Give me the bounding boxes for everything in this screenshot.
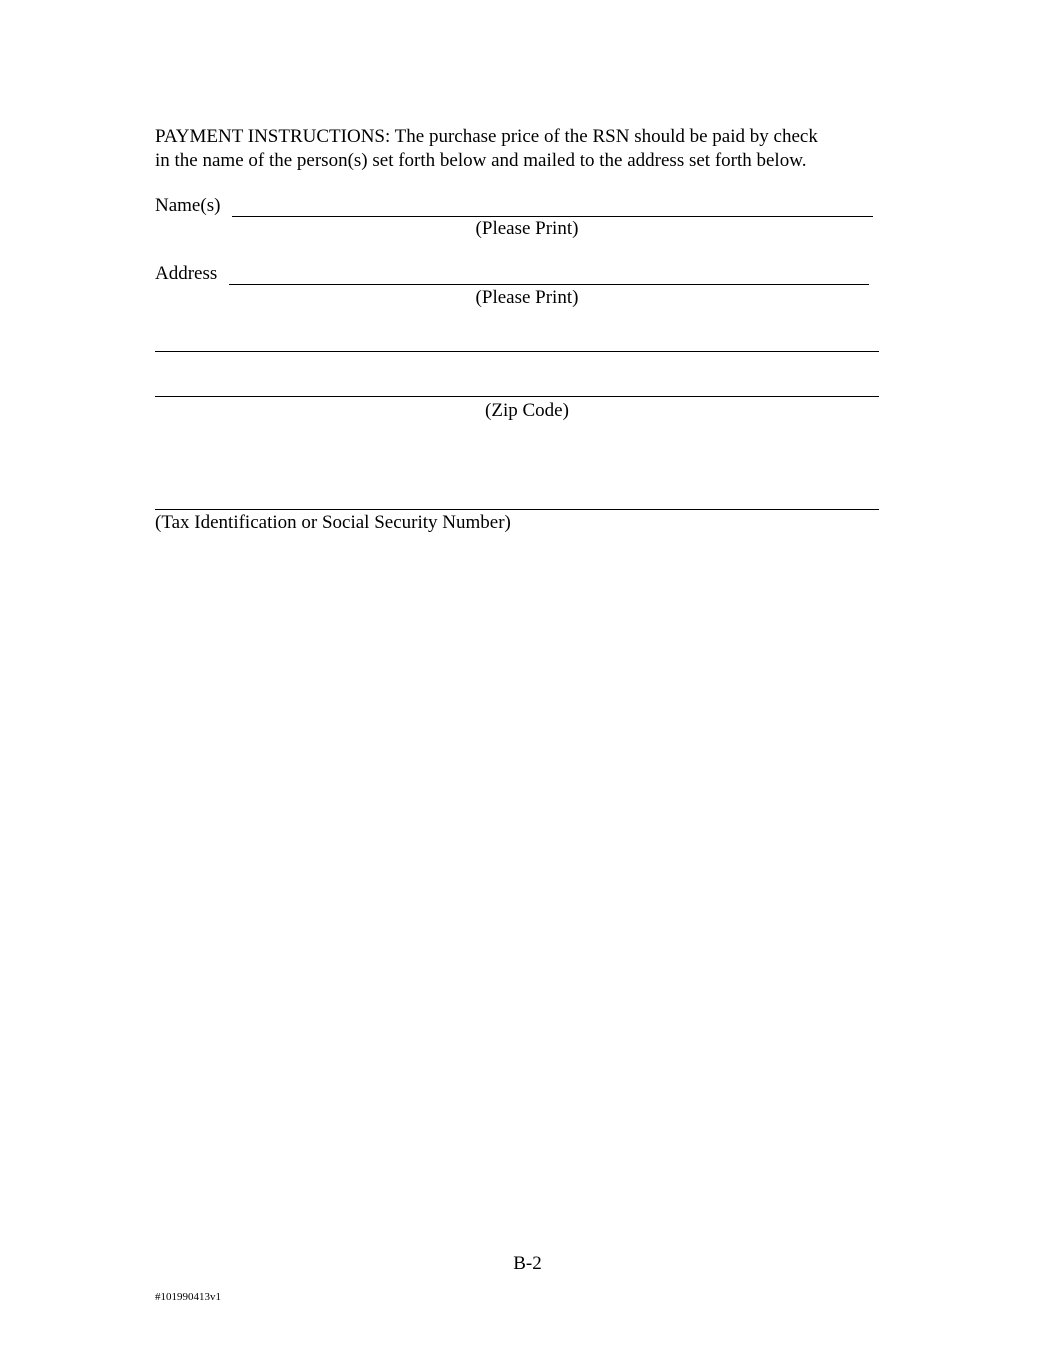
document-id: #101990413v1: [155, 1291, 221, 1303]
address-caption: (Please Print): [475, 287, 579, 308]
name-caption: (Please Print): [475, 218, 579, 239]
tax-id-caption: (Tax Identification or Social Security Number): [155, 512, 511, 533]
tax-id-blank-line: [155, 509, 879, 510]
address-line-2: [155, 351, 879, 352]
address-label: Address: [155, 263, 218, 284]
payment-instructions: [155, 125, 895, 173]
page-number: B-2: [513, 1253, 542, 1274]
instructions-line-2: in the name of the person(s) set forth below and mailed to the address set forth below.: [155, 150, 807, 171]
name-label: Name(s): [155, 195, 221, 216]
address-line-3: [155, 396, 879, 397]
instructions-line-1: PAYMENT INSTRUCTIONS: The purchase price of the RSN should be paid by check: [155, 126, 818, 147]
zip-code-caption: (Zip Code): [485, 400, 569, 421]
address-blank-line: [229, 284, 869, 285]
